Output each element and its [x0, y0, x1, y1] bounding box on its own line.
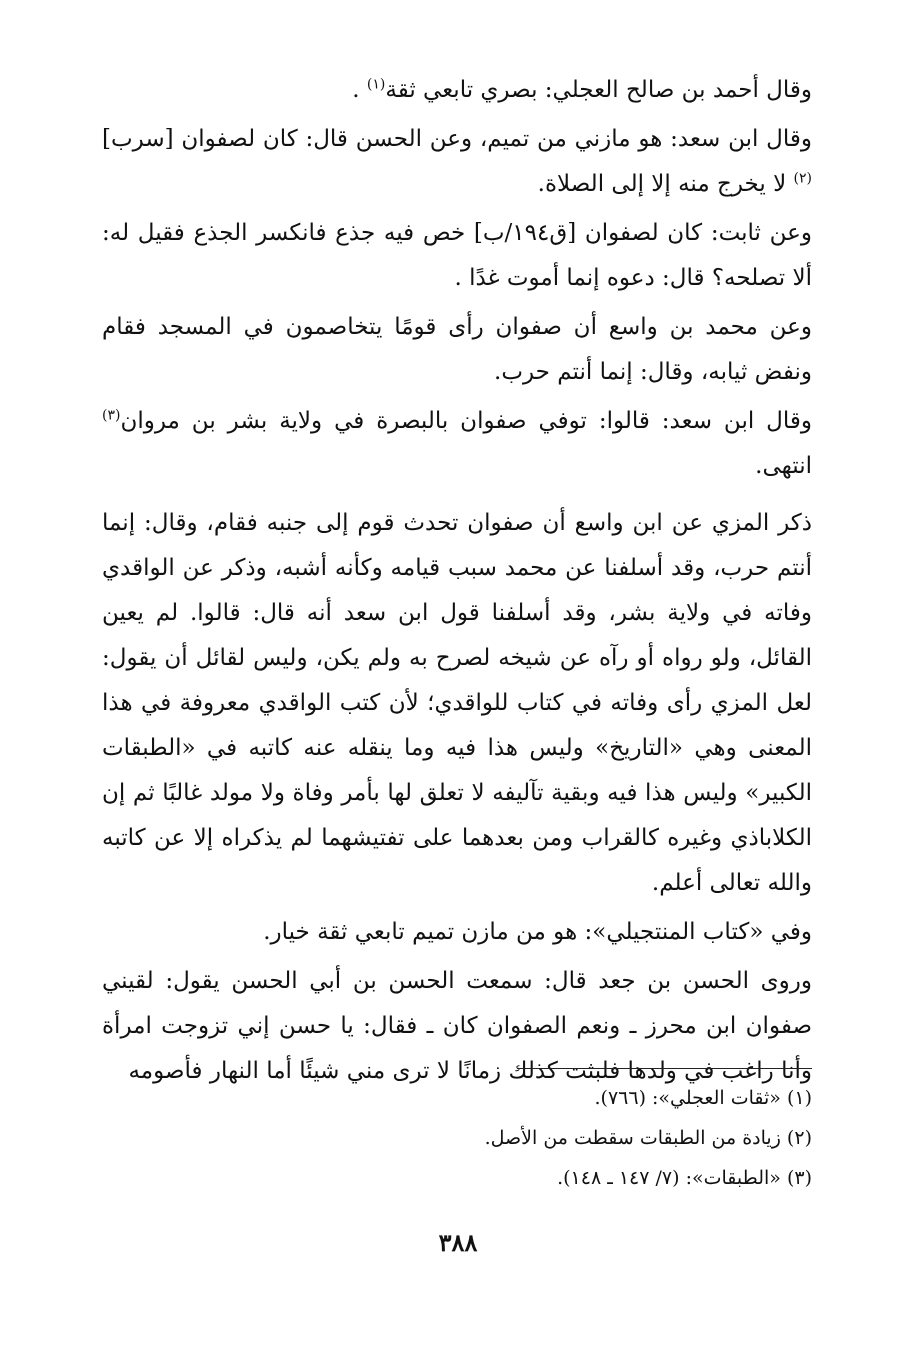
paragraph-ibn-saad: وقال ابن سعد: هو مازني من تميم، وعن الحسن قال: كان لصفوان [سرب]$^{(٢)}$ لا يخرج منه إلا إلى الصلاة. [102, 126, 812, 197]
paragraph-mizzi: ذكر المزي عن ابن واسع أن صفوان تحدث قوم إلى جنبه فقام، وقال: إنما أنتم حرب، وقد أسلفنا عن محمد سبب قيامه وكأنه أشبه، وذكر عن الواقدي وفاته في ولاية بشر، وقد أسلفنا قول ابن سعد أنه قال: قالوا. لم يعين القائل، ولو رواه أو رآه عن شيخه لصرح به ولم يكن، وليس لقائل أن يقول: لعل المزي رأى وفاته في كتاب للواقدي؛ لأن كتب الواقدي معروفة في هذا المعنى وهي «التاريخ» وليس هذا فيه وما ينقله عنه كاتبه في «الطبقات الكبير» وليس هذا فيه وبقية تآليفه لا تعلق لها بأمر وفاة ولا مولد غالبًا ثم إن الكلاباذي وغيره كالقراب ومن بعدهما على تفتيشهما لم يذكراه إلا عن كاتبه والله تعالى أعلم. [102, 510, 812, 896]
footnote-ref-3: (٣) [102, 407, 121, 424]
footnote-ref-2: (٢) [793, 170, 812, 187]
paragraph-death: وقال ابن سعد: قالوا: توفي صفوان بالبصرة في ولاية بشر بن مروان$^{(٣)}$ انتهى. [102, 407, 812, 479]
footnote-divider [517, 1068, 812, 1069]
footnote-2: (٢) زيادة من الطبقات سقطت من الأصل. [484, 1127, 812, 1149]
paragraph-ibn-wasi: وعن محمد بن واسع أن صفوان رأى قومًا يتخاصمون في المسجد فقام ونفض ثيابه، وقال: إنما أنتم حرب. [102, 314, 812, 385]
paragraph-ijli: وقال أحمد بن صالح العجلي: بصري تابعي ثقة$^{(١)}$ . [352, 76, 812, 103]
footnote-3: (٣) «الطبقات»: (٧/ ١٤٧ ـ ١٤٨). [557, 1167, 812, 1189]
paragraph-muntajili: وفي «كتاب المنتجيلي»: هو من مازن تميم تابعي ثقة خيار. [263, 919, 812, 945]
footnote-ref-1: (١) [366, 76, 386, 93]
paragraph-thabit: وعن ثابت: كان لصفوان [ق١٩٤/ب] خص فيه جذع فانكسر الجذع فقيل له: ألا تصلحه؟ قال: دعوه إنما أموت غدًا . [102, 220, 812, 291]
footnotes [102, 1078, 812, 1198]
footnote-1: (١) «ثقات العجلي»: (٧٦٦). [594, 1087, 812, 1109]
paragraph-hasan: وروى الحسن بن جعد قال: سمعت الحسن بن أبي الحسن يقول: لقيني صفوان ابن محرز ـ ونعم الصفوان كان ـ فقال: يا حسن إني تزوجت امرأة وأنا راغب في ولدها فلبثت كذلك زمانًا لا ترى مني شيئًا أما النهار فأصومه [102, 968, 812, 1084]
main-text [102, 68, 812, 1098]
page-number: ٣٨٨ [438, 1228, 478, 1257]
